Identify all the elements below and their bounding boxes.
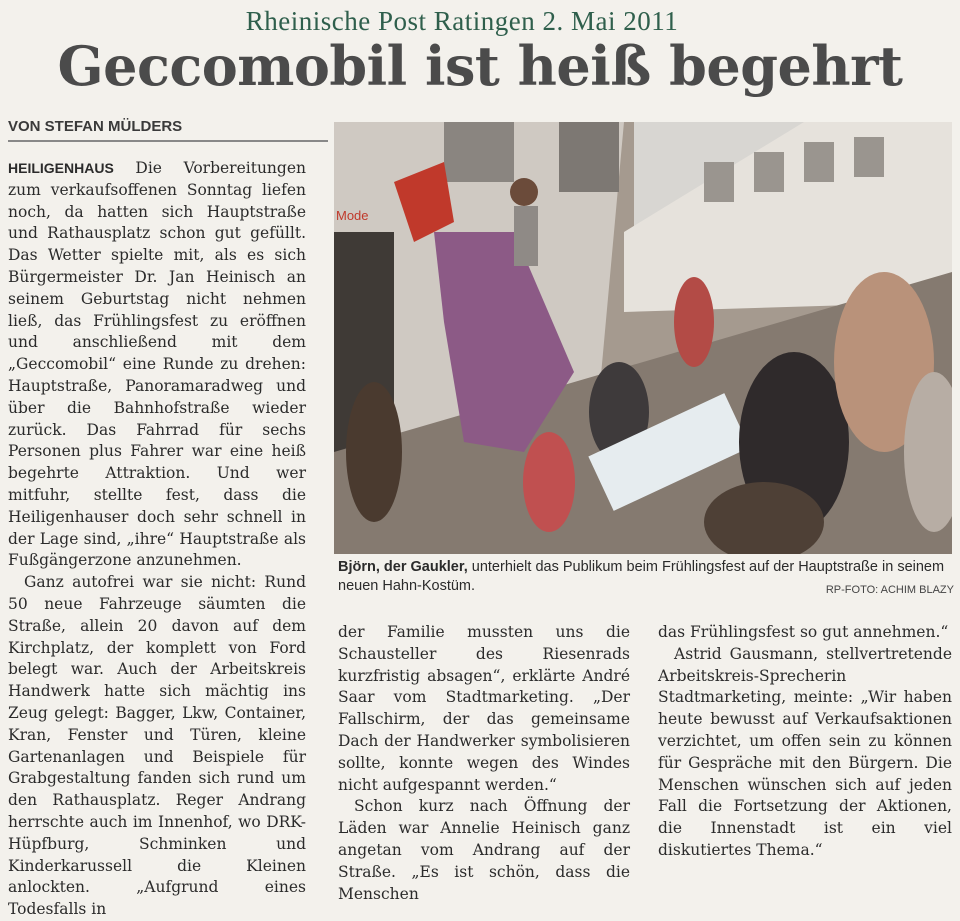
- article-column-3: [658, 622, 952, 862]
- paragraph: der Familie mussten uns die Schausteller des Riesenrads kurzfristig absagen“, erklärte André Saar vom Stadtmarketing. „Der Fallschirm, der das gemeinsame Dach der Handwerker symbolisieren sollte, konnte wegen des Windes nicht aufgespannt werden.“: [338, 623, 630, 794]
- paragraph-text: Die Vorbereitungen zum verkaufsoffenen Sonntag liefen noch, da hatten sich Hauptstraße und Rathausplatz schon gut gefüllt. Das Wetter spielte mit, als es sich Bürgermeister Dr. Jan Heinisch an seinem Geburtstag nicht nehmen ließ, das Frühlingsfest zu eröffnen und anschließend mit dem „Geccomobil“ eine Runde zu drehen: Hauptstraße, Panoramaradweg und über die Bahnhofstraße wieder zurück. Das Fahrrad für sechs Personen plus Fahrer war eine heiß begehrte Attraktion. Und wer mitfuhr, stellte fest, dass die Heiligenhauser doch sehr schnell in der Lage sind, „ihre“ Hauptstraße als Fußgängerzone anzunehmen.: [8, 159, 306, 570]
- paragraph: [8, 158, 306, 572]
- article-column-1: [8, 158, 306, 921]
- caption-text: unterhielt das Publikum beim Frühlingsfest auf der Hauptstraße in seinem neuen Hahn-Kostüm.: [338, 559, 945, 594]
- caption-lead: Björn, der Gaukler,: [338, 559, 468, 575]
- festival-scene-image: [334, 122, 952, 554]
- paragraph: das Frühlingsfest so gut annehmen.“: [658, 623, 949, 641]
- byline-rule: [8, 140, 328, 142]
- article-byline: VON STEFAN MÜLDERS: [8, 118, 183, 135]
- dateline: HEILIGENHAUS: [8, 160, 114, 176]
- photo-credit: RP-FOTO: ACHIM BLAZY: [825, 584, 954, 596]
- paragraph: Ganz autofrei war sie nicht: Rund 50 neue Fahrzeuge säumten die Straße, allein 20 davon auf dem Kirchplatz, der komplett von Ford belegt war. Auch der Arbeitskreis Handwerk hatte sich mächtig ins Zeug gelegt: Bagger, Lkw, Container, Kran, Fenster und Türen, kleine Gartenanlagen und Beispiele für Grabgestaltung fanden sich rund um den Rathausplatz. Reger Andrang herrschte auch im Innenhof, wo DRK-Hüpfburg, Schminken und Kinderkarussell die Kleinen anlockten. „Aufgrund eines Todesfalls in: [8, 573, 306, 919]
- article-headline: Geccomobil ist heiß begehrt: [57, 34, 903, 98]
- paragraph: Schon kurz nach Öffnung der Läden war Annelie Heinisch ganz angetan vom Andrang auf der Straße. „Es ist schön, dass die Menschen: [338, 797, 630, 903]
- article-photo: [334, 122, 952, 554]
- newspaper-source: Rheinische Post Ratingen 2. Mai 2011: [245, 6, 679, 36]
- paragraph: Astrid Gausmann, stellvertretende Arbeitskreis-Sprecherin Stadtmarketing, meinte: „Wir haben heute bewusst auf Verkaufsaktionen verzichtet, um offen sein zu können für Gespräche mit den Bürgern. Die Menschen wünschen sich auf jeden Fall die Fortsetzung der Aktionen, die Innenstadt ist ein viel diskutiertes Thema.“: [658, 644, 952, 859]
- article-column-2: [338, 622, 630, 905]
- shop-sign: Mode: [336, 208, 369, 223]
